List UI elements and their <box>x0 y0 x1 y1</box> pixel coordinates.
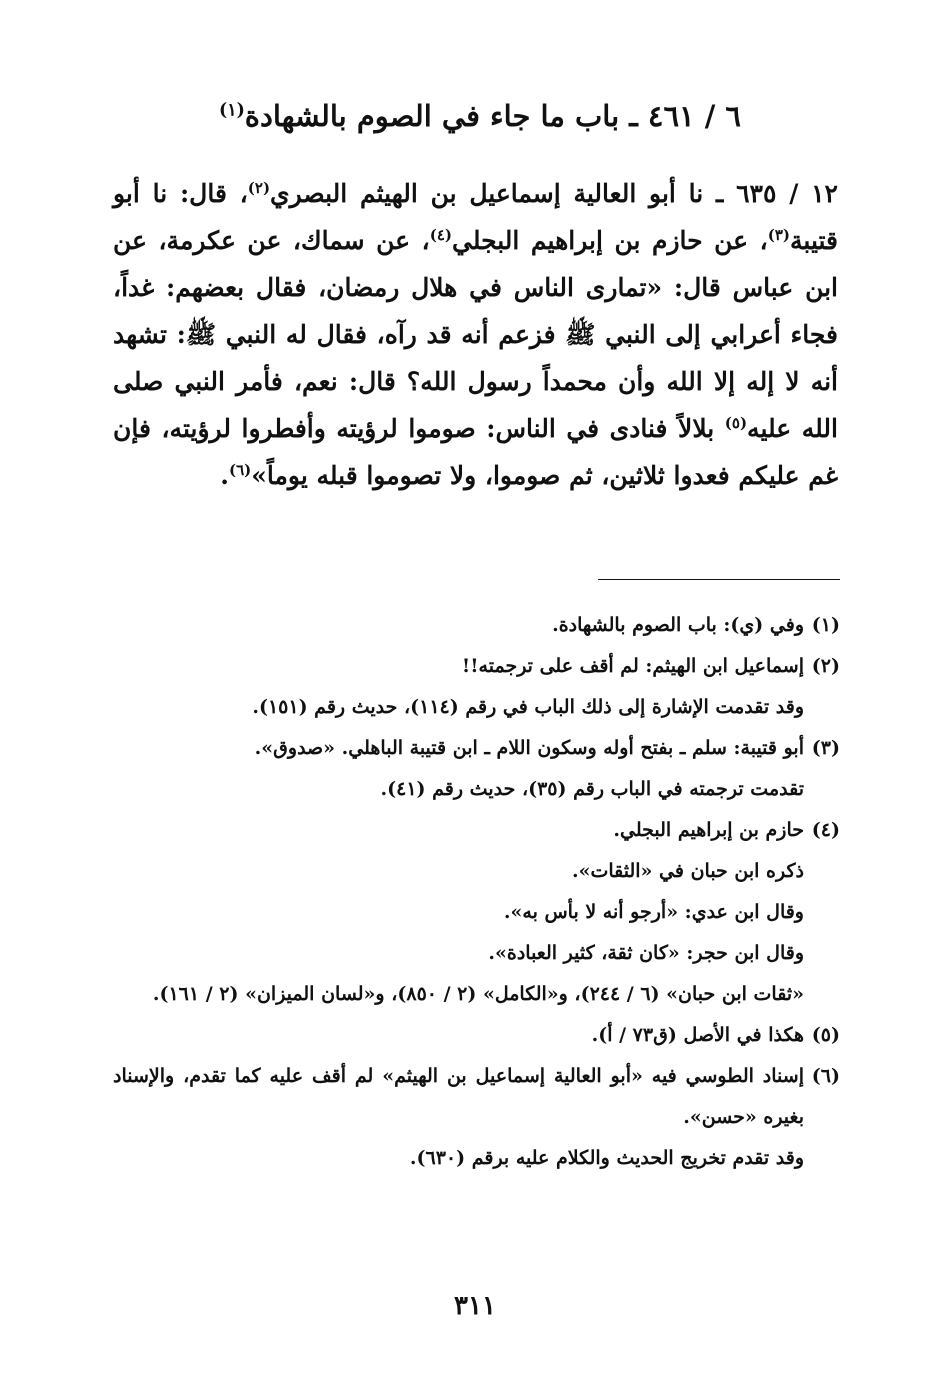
footnote-number: (٦) <box>811 1065 840 1087</box>
hadith-segment: ، عن سماك، عن عكرمة، عن ابن عباس قال: «تمارى الناس في هلال رمضان، فقال بعضهم: غداً، فجاء أعرابي إلى النبي ﷺ فزعم أنه قد رآه، فقال له النبي ﷺ: تشهد أنه لا إله إلا الله وأن محمداً رسول الله؟ قال: نعم، فأمر النبي صلى الله عليه <box>113 226 838 443</box>
hadith-paragraph <box>113 170 838 499</box>
footnote-text: تقدمت ترجمته في الباب رقم (٣٥)، حديث رقم (٤١). <box>380 778 804 800</box>
footnote-number: (٥) <box>811 1024 840 1046</box>
footnote-ref-2[interactable]: (٢) <box>247 179 271 197</box>
chapter-title-text: ٦ / ٤٦١ ـ باب ما جاء في الصوم بالشهادة <box>244 99 741 133</box>
footnote-ref-6[interactable]: (٦) <box>228 461 252 479</box>
footnotes-section <box>113 605 840 1179</box>
footnote-3 <box>113 728 840 769</box>
footnote-text: حازم بن إبراهيم البجلي. <box>613 819 804 841</box>
footnote-4-continuation <box>113 851 840 892</box>
hadith-segment: بلالاً فنادى في الناس: صوموا لرؤيته وأفطروا لرؤيته، فإن غم عليكم فعدوا ثلاثين، ثم صوموا، ولا تصوموا قبله يوماً» <box>113 414 838 490</box>
footnote-text: وقال ابن عدي: «أرجو أنه لا بأس به». <box>503 901 804 923</box>
footnote-2 <box>113 646 840 687</box>
footnote-text: وقال ابن حجر: «كان ثقة، كثير العبادة». <box>488 942 804 964</box>
footnote-text: إسناد الطوسي فيه «أبو العالية إسماعيل بن الهيثم» لم أقف عليه كما تقدم، والإسناد بغيره «حسن». <box>113 1065 804 1128</box>
footnote-text: إسماعيل ابن الهيثم: لم أقف على ترجمته!! <box>461 655 804 677</box>
footnote-text: وقد تقدمت الإشارة إلى ذلك الباب في رقم (١١٤)، حديث رقم (١٥١). <box>252 696 804 718</box>
hadith-text <box>113 170 838 499</box>
page-number: ٣١١ <box>454 1291 496 1321</box>
chapter-title <box>110 96 850 136</box>
footnote-2-continuation <box>113 687 840 728</box>
footnote-5 <box>113 1015 840 1056</box>
footnote-number: (١) <box>811 614 840 636</box>
footnote-text: أبو قتيبة: سلم ـ بفتح أوله وسكون اللام ـ ابن قتيبة الباهلي. «صدوق». <box>254 737 804 759</box>
footnote-6-continuation <box>113 1138 840 1179</box>
footnote-4 <box>113 810 840 851</box>
footnote-4-continuation <box>113 933 840 974</box>
footnote-number: (٢) <box>811 655 840 677</box>
footnote-4-references <box>113 974 840 1015</box>
hadith-segment: ، عن حازم بن إبراهيم البجلي <box>452 226 768 255</box>
footnote-text: ذكره ابن حبان في «الثقات». <box>571 860 804 882</box>
hadith-segment: ١٢ / ٦٣٥ ـ نا أبو العالية إسماعيل بن الهيثم البصري <box>270 179 838 208</box>
footnote-text: هكذا في الأصل (ق٧٣ / أ). <box>591 1024 804 1046</box>
footnote-number: (٤) <box>811 819 840 841</box>
footnote-ref-4[interactable]: (٤) <box>429 226 452 244</box>
footnote-4-continuation <box>113 892 840 933</box>
hadith-segment: . <box>220 461 229 490</box>
footnote-separator <box>598 579 840 580</box>
hadith-segment: ، قال: نا أبو قتيبة <box>113 179 838 255</box>
footnote-text: «ثقات ابن حبان» (٦ / ٢٤٤)، و«الكامل» (٢ / ٨٥٠)، و«لسان الميزان» (٢ / ١٦١). <box>152 983 804 1005</box>
footnote-ref-5[interactable]: (٥) <box>724 414 748 432</box>
footnote-3-continuation <box>113 769 840 810</box>
footnote-ref-3[interactable]: (٣) <box>767 226 790 244</box>
footnote-number: (٣) <box>811 737 840 759</box>
footnote-1 <box>113 605 840 646</box>
footnote-text: وفي (ي): باب الصوم بالشهادة. <box>552 614 804 636</box>
footnote-6 <box>113 1056 840 1138</box>
footnote-ref-1[interactable]: (١) <box>218 100 245 121</box>
footnote-text: وقد تقدم تخريج الحديث والكلام عليه برقم (٦٣٠). <box>409 1147 804 1169</box>
